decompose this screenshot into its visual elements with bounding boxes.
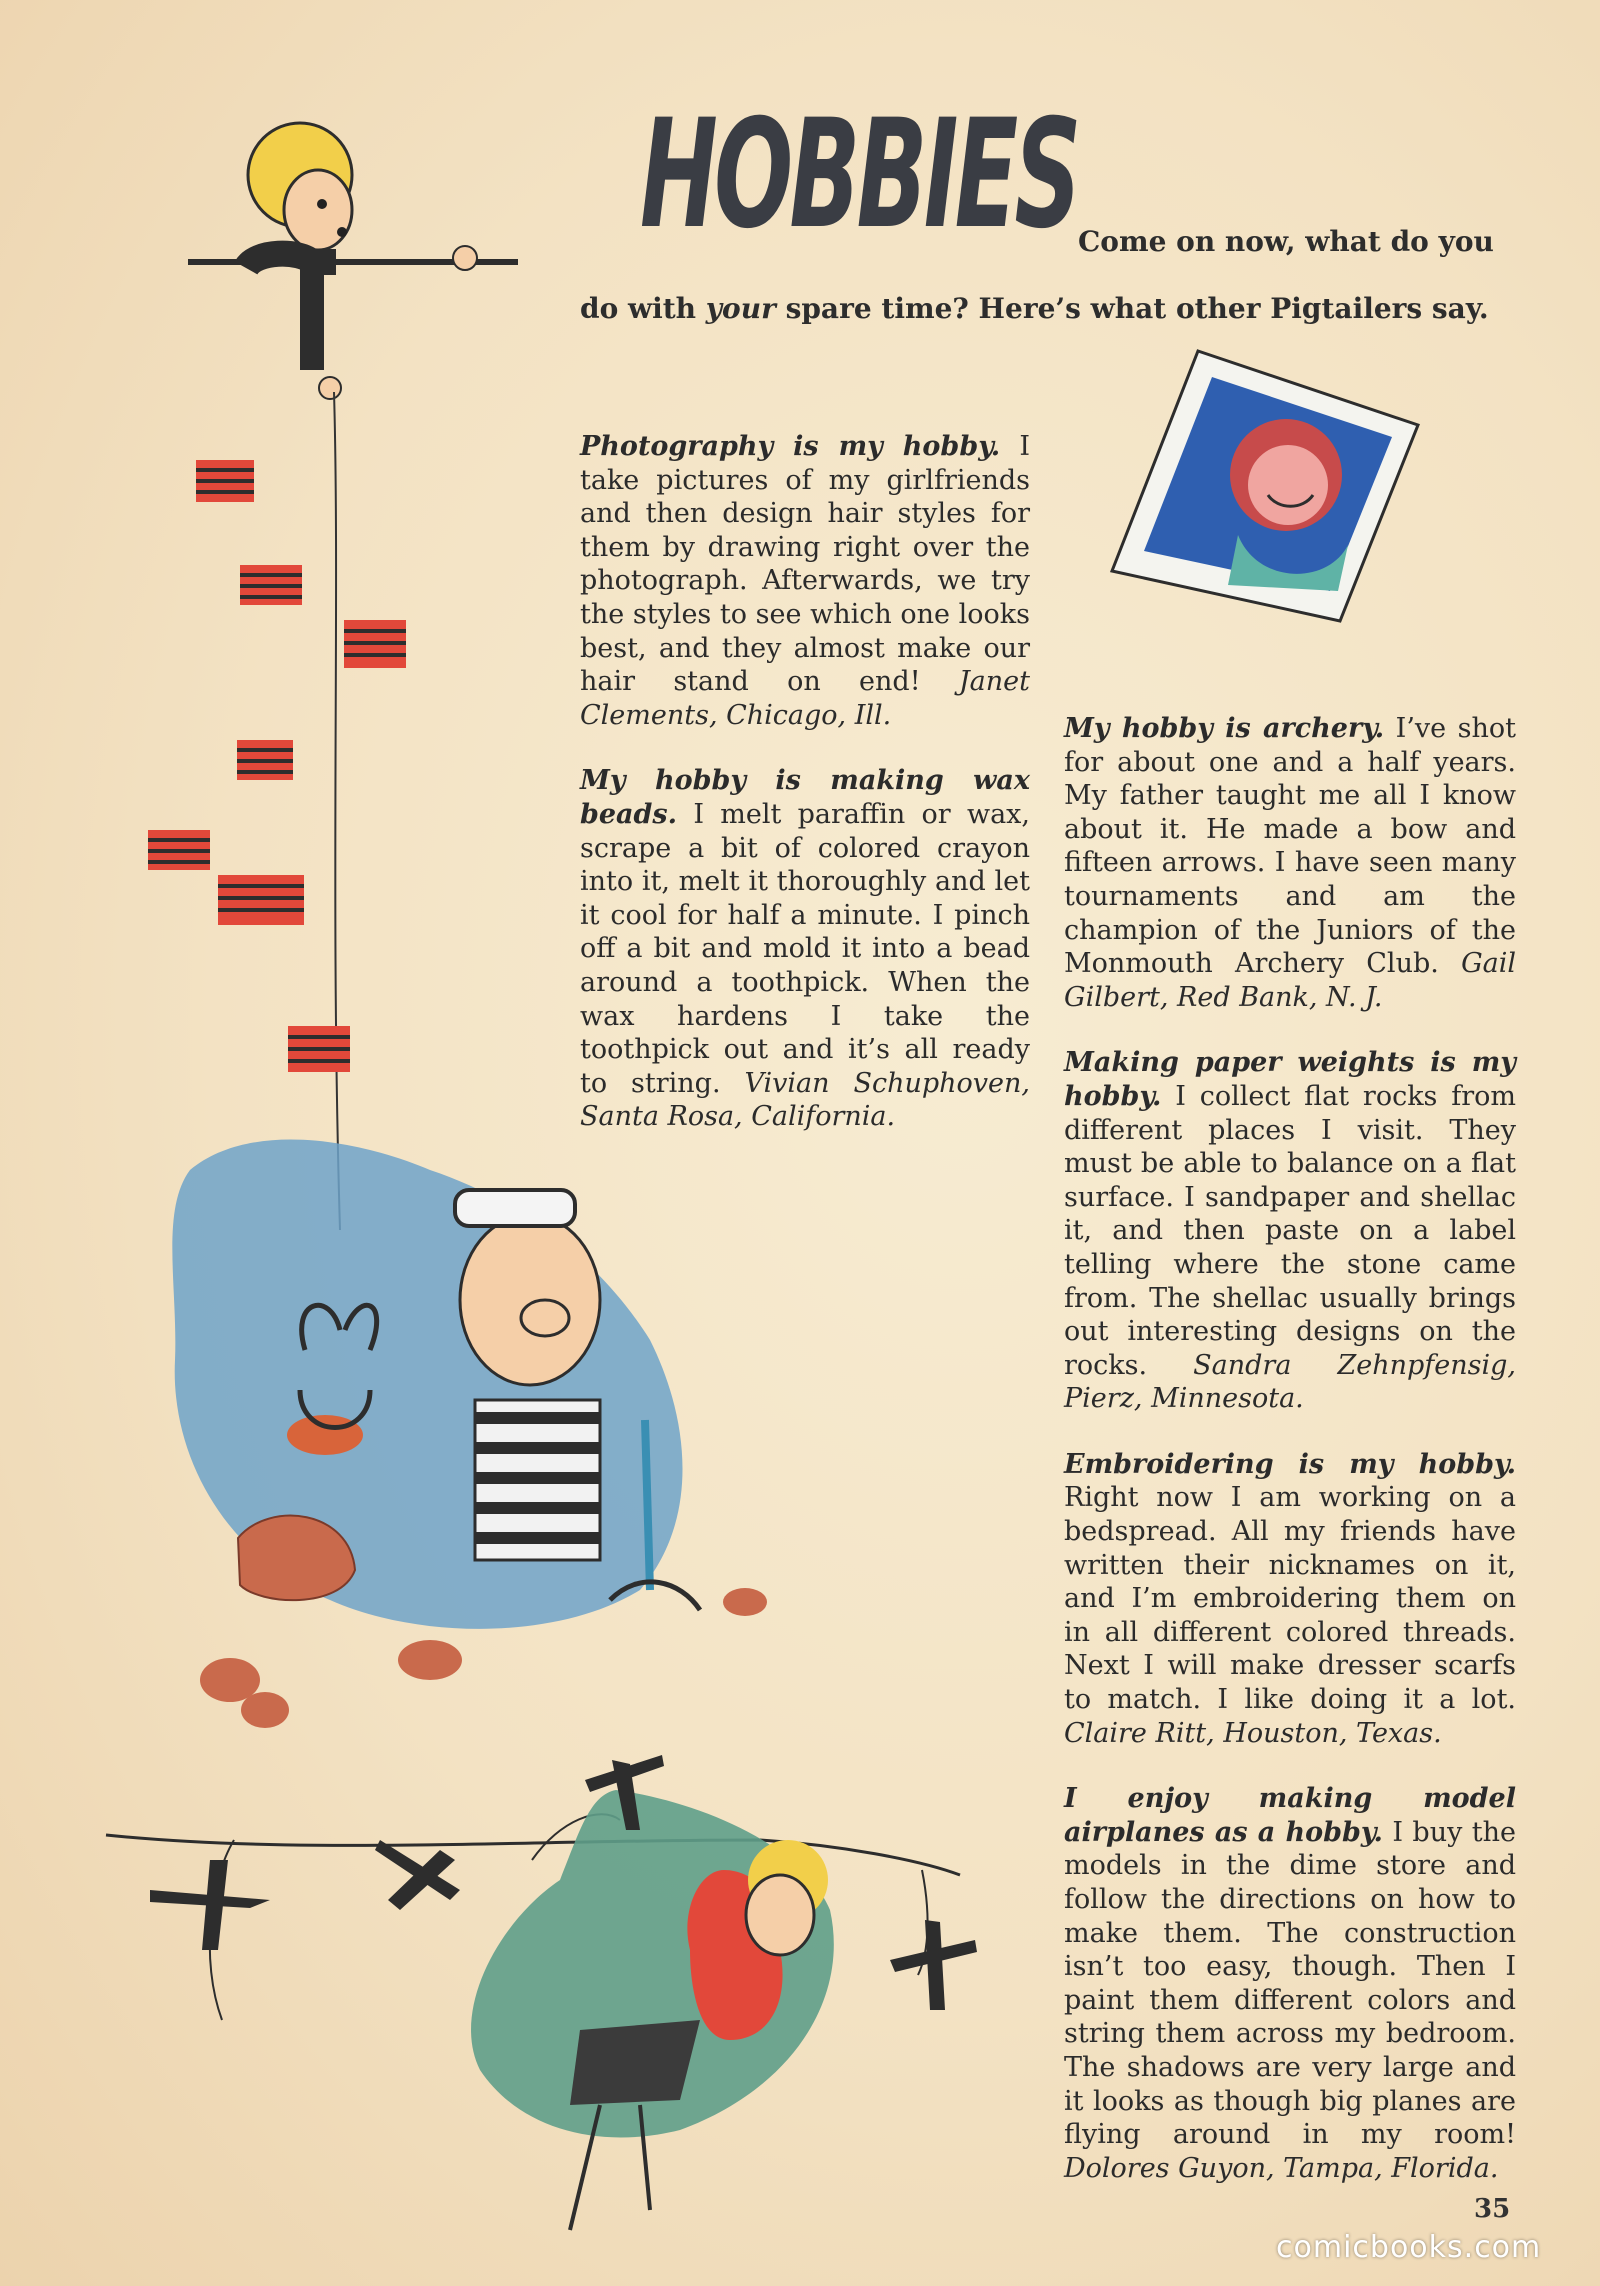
entry-signature: Claire Ritt, Houston, Texas. xyxy=(1064,1717,1442,1749)
hobby-entry-embroidering xyxy=(1064,1448,1516,1750)
entry-body: I collect flat rocks from different places I visit. They must be able to balance on a flat surface. I sandpaper and shellac it, and then paste on a label telling where the stone came from. The shellac usually brings out interesting designs on the rocks. xyxy=(1064,1080,1516,1381)
wax-beads xyxy=(148,460,406,1072)
subtitle-emphasis: your xyxy=(705,292,776,325)
subtitle-pre: do with xyxy=(580,292,706,325)
airplanes-illustration xyxy=(0,1760,1000,2240)
entry-body: I take pictures of my girlfriends and then design hair styles for them by drawing right over the photograph. Afterwards, we try the styles to see which one looks best, and they almost make our hair stand on end! xyxy=(580,431,1030,698)
subtitle-line-1: Come on now, what do you xyxy=(1078,225,1494,258)
entry-signature: Sandra Zehnpfensig, Pierz, Minnesota. xyxy=(1064,1349,1517,1415)
hobby-entry-photography xyxy=(580,430,1030,732)
page-title: HOBBIES xyxy=(640,88,1078,262)
entry-lead: My hobby is making wax beads. xyxy=(580,765,1030,830)
entry-signature: Vivian Schuphoven, Santa Rosa, California. xyxy=(580,1067,1030,1133)
girl-on-ledge-illustration xyxy=(0,0,560,1700)
hobby-entry-model-airplanes xyxy=(1064,1782,1516,2185)
entry-body: I’ve shot for about one and a half years. My father taught me all I know about it. He made a bow and fifteen arrows. I have seen many tournaments and am the champion of the Juniors of the Monmouth Archery Club. xyxy=(1064,713,1516,980)
entry-lead: I enjoy making model airplanes as a hobby. xyxy=(1064,1783,1516,1848)
entry-signature: Janet Clements, Chicago, Ill. xyxy=(580,666,1030,731)
hobby-entry-archery xyxy=(1064,712,1516,1014)
entry-lead: My hobby is archery. xyxy=(1064,713,1385,744)
hobby-entry-wax-beads xyxy=(580,764,1030,1134)
subtitle-post: spare time? Here’s what other Pigtailers say. xyxy=(775,292,1489,325)
left-column xyxy=(580,430,1030,1166)
watermark: comicbooks.com xyxy=(1276,2230,1542,2265)
right-column xyxy=(1064,712,1516,2217)
entry-signature: Dolores Guyon, Tampa, Florida. xyxy=(1064,2152,1499,2184)
photo-frame-illustration xyxy=(1108,345,1428,645)
page-number: 35 xyxy=(1474,2194,1511,2224)
entry-signature: Gail Gilbert, Red Bank, N. J. xyxy=(1064,948,1516,1013)
entry-body: I buy the models in the dime store and follow the directions on how to make them. The construction isn’t too easy, though. Then I paint them different colors and string them across my bedroom. The shadows are very large and it looks as though big planes are flying around in my room! xyxy=(1064,1816,1516,2151)
subtitle-line-2 xyxy=(580,292,1489,325)
hobby-entry-paper-weights xyxy=(1064,1046,1516,1416)
entry-body: Right now I am working on a bedspread. All my friends have written their nicknames on it, and I’m embroidering them on in all different colored threads. Next I will make dresser scarfs to match. I like doing it a lot. xyxy=(1064,1482,1516,1716)
entry-lead: Embroidering is my hobby. xyxy=(1064,1448,1516,1480)
entry-lead: Photography is my hobby. xyxy=(580,431,1001,462)
entry-body: I melt paraffin or wax, scrape a bit of colored crayon into it, melt it thoroughly and let it cool for half a minute. I pinch off a bit and mold it into a bead around a toothpick. When the wax hardens I take the toothpick out and it’s all ready to string. xyxy=(580,798,1030,1099)
entry-lead: Making paper weights is my hobby. xyxy=(1064,1047,1516,1112)
